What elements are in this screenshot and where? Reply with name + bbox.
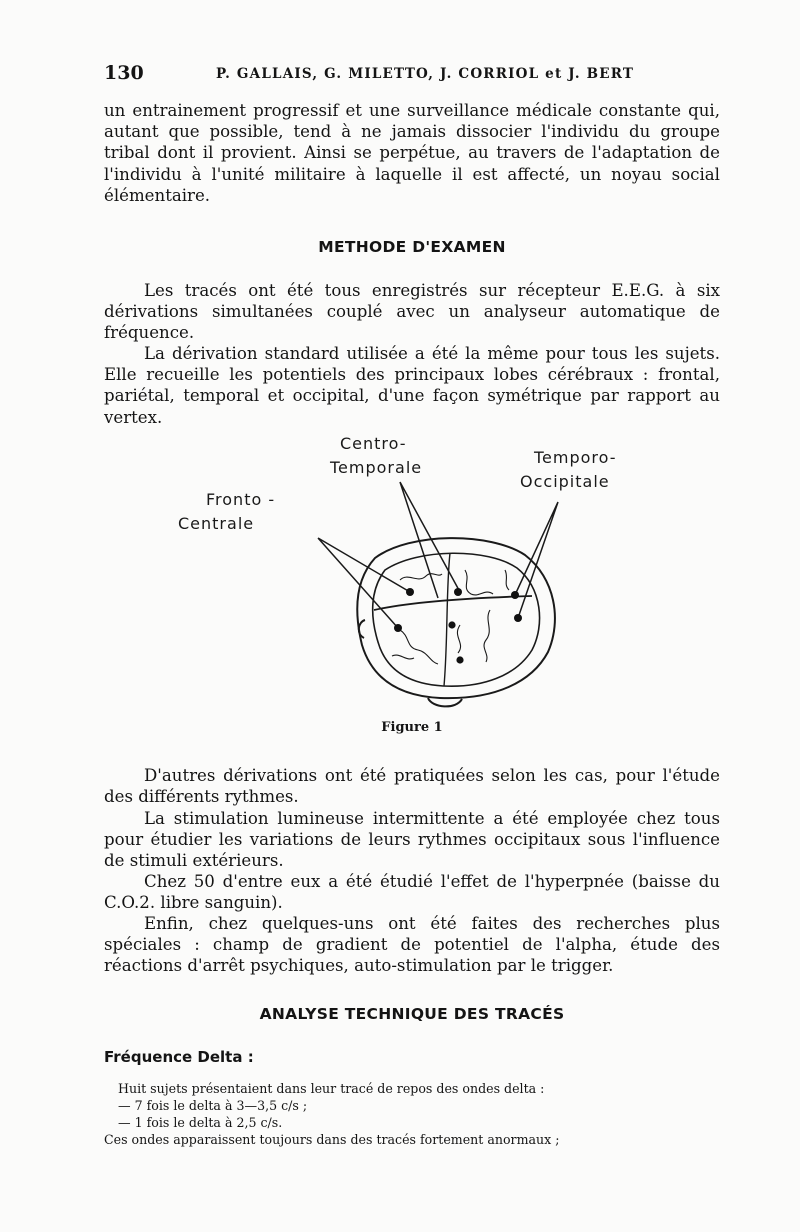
subheading-frequence-delta: Fréquence Delta :	[104, 1048, 254, 1066]
figure-eeg-diagram	[160, 420, 660, 720]
gyri-6	[505, 570, 509, 590]
gyri-7	[392, 655, 414, 659]
label-fronto-line2: Centrale	[178, 514, 255, 533]
brain-division-horizontal	[374, 596, 532, 610]
label-centro-line2: Temporale	[330, 458, 423, 477]
label-centro-line1: Centro-	[340, 434, 407, 453]
delta-line-3: — 1 fois le delta à 2,5 c/s.	[118, 1115, 283, 1130]
intro-paragraph: un entrainement progressif et une surveillance médicale constante qui, autant que possible, tend à ne jamais dissocier l'individu du groupe tribal dont il provient. Ainsi se perpétue, au travers de l'adaptation de l'individu à l'unité militaire à laquelle il est affecté, un noyau social élémentaire.	[104, 101, 720, 205]
electrode-5	[448, 621, 455, 628]
delta-line-2: — 7 fois le delta à 3—3,5 c/s ;	[118, 1098, 308, 1113]
section-title-analyse: ANALYSE TECHNIQUE DES TRACÉS	[259, 1005, 565, 1023]
paragraph-hyperpnee: Chez 50 d'entre eux a été étudié l'effet de l'hyperpnée (baisse du C.O.2. libre sanguin).	[104, 872, 720, 913]
gyri-1	[400, 574, 442, 580]
label-fronto-line1: Fronto -	[206, 490, 276, 509]
label-temporo-line2: Occipitale	[520, 472, 610, 491]
running-header	[104, 62, 724, 92]
electrode-3	[511, 591, 519, 599]
pointer-temporo	[515, 502, 558, 618]
paragraph-autres-derivations: D'autres dérivations ont été pratiquées selon les cas, pour l'étude des différents rythmes.	[104, 766, 720, 807]
pointer-fronto	[318, 538, 410, 628]
electrode-4	[394, 624, 402, 632]
page-number: 130	[104, 62, 144, 84]
label-temporo-line1: Temporo-	[534, 448, 617, 467]
electrode-7	[456, 656, 463, 663]
gyri-2	[465, 570, 493, 595]
figure-caption: Figure 1	[381, 720, 443, 735]
paragraph-recherches: Enfin, chez quelques-uns ont été faites des recherches plus spéciales : champ de gradient de potentiel de l'alpha, étude des réactions d'arrêt psychiques, auto-stimulation par le trigger.	[104, 914, 720, 976]
delta-line-4: Ces ondes apparaissent toujours dans des tracés fortement anormaux ;	[104, 1132, 560, 1147]
gyri-5	[457, 625, 460, 653]
paragraph-derivation: La dérivation standard utilisée a été la même pour tous les sujets. Elle recueille les potentiels des principaux lobes cérébraux : frontal, pariétal, temporal et occipital, d'une façon symétrique par rapport au vertex.	[104, 344, 720, 427]
running-authors: P. GALLAIS, G. MILETTO, J. CORRIOL et J. BERT	[216, 66, 635, 82]
electrode-2	[454, 588, 462, 596]
head-outline	[357, 538, 555, 698]
electrode-6	[514, 614, 522, 622]
gyri-4	[400, 630, 438, 664]
brain-diagram	[160, 420, 660, 720]
head-left-bump	[359, 620, 365, 638]
section-title-methode: METHODE D'EXAMEN	[318, 238, 506, 256]
head-bottom-bump	[428, 698, 462, 706]
delta-line-1: Huit sujets présentaient dans leur tracé de repos des ondes delta :	[118, 1081, 545, 1096]
paragraph-traces: Les tracés ont été tous enregistrés sur récepteur E.E.G. à six dérivations simultanées couplé avec un analyseur automatique de fréquence.	[104, 281, 720, 343]
gyri-3	[484, 610, 490, 662]
paragraph-stimulation: La stimulation lumineuse intermittente a été employée chez tous pour étudier les variations de leurs rythmes occipitaux sous l'influence de stimuli extérieurs.	[104, 809, 720, 871]
electrode-1	[406, 588, 414, 596]
